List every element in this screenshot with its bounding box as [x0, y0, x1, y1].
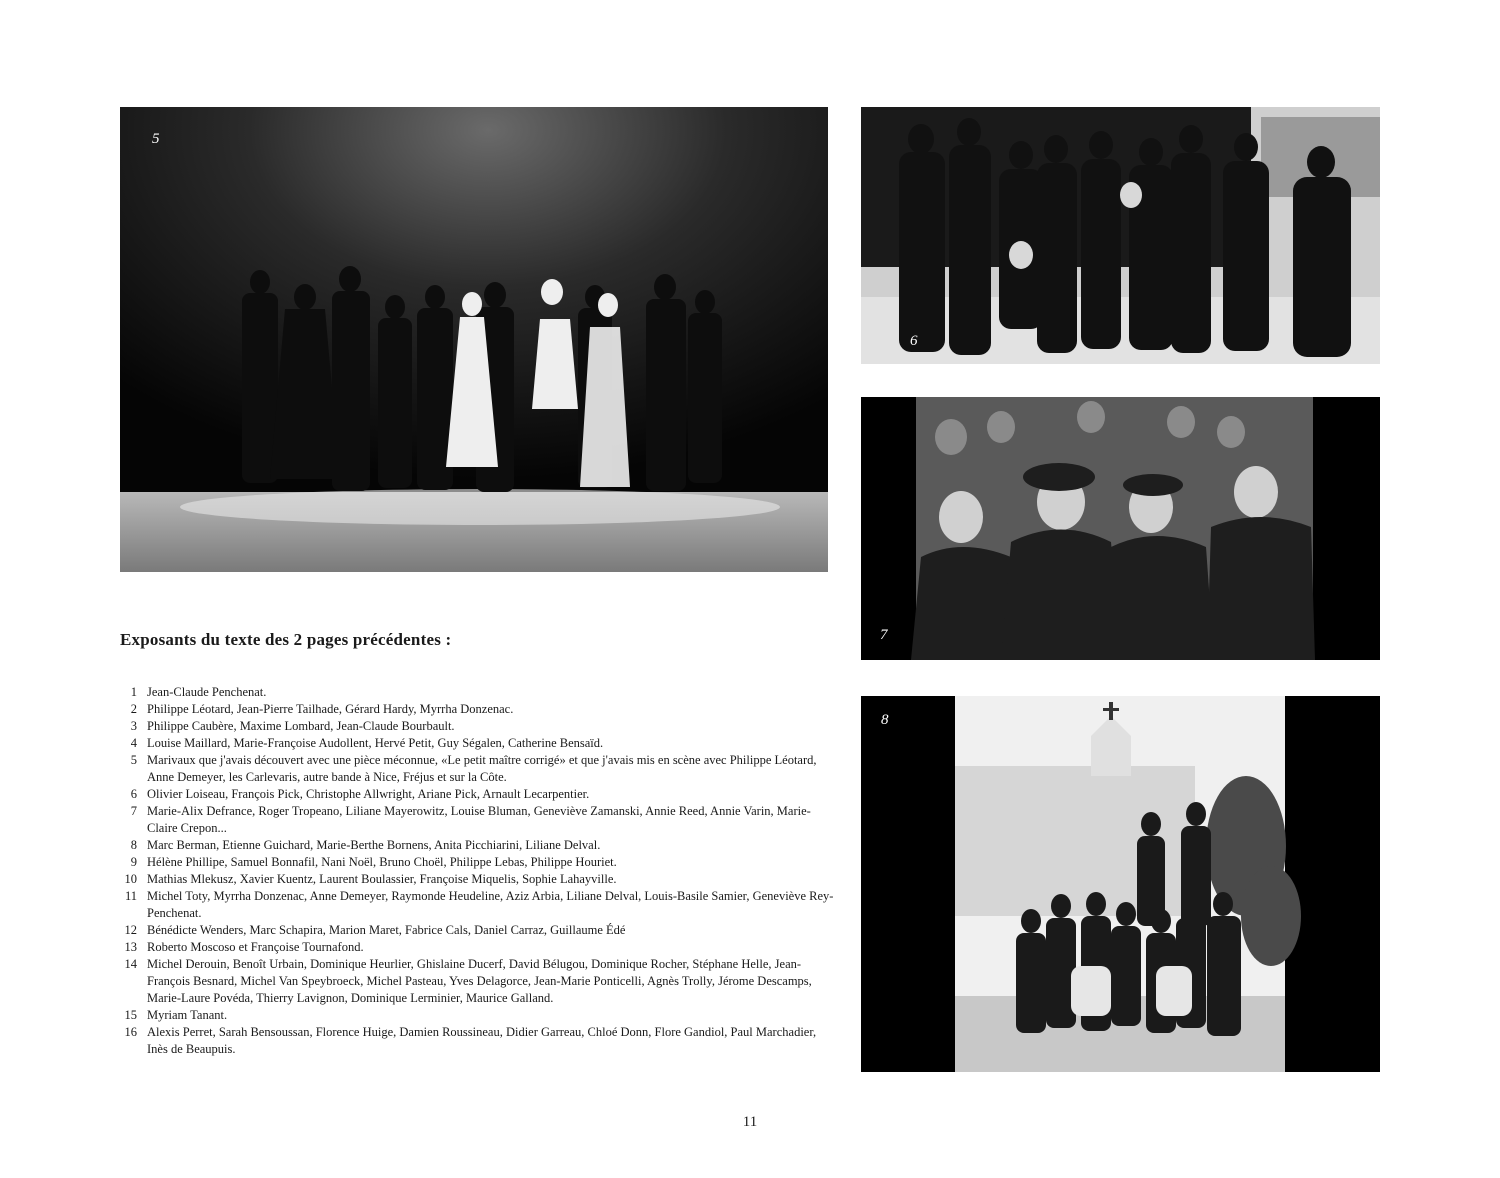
footnote-item — [120, 803, 840, 837]
footnote-text: Bénédicte Wenders, Marc Schapira, Marion Maret, Fabrice Cals, Daniel Carraz, Guillaume Édé — [147, 923, 626, 937]
footnote-number: 12 — [124, 923, 137, 937]
footnote-number: 2 — [130, 702, 137, 716]
footnote-text: Marie-Alix Defrance, Roger Tropeano, Liliane Mayerowitz, Louise Bluman, Geneviève Zamanski, Annie Reed, Annie Varin, Marie-Claire Crepon... — [147, 804, 811, 835]
footnote-item — [120, 684, 840, 701]
photo-5-stage-curtain-call — [120, 107, 828, 572]
footnote-item — [120, 854, 840, 871]
footnote-item — [120, 786, 840, 803]
footnote-text: Philippe Léotard, Jean-Pierre Tailhade, Gérard Hardy, Myrrha Donzenac. — [147, 702, 514, 716]
footnote-number: 10 — [124, 872, 137, 886]
footnote-number: 4 — [130, 736, 137, 750]
footnote-text: Philippe Caubère, Maxime Lombard, Jean-Claude Bourbault. — [147, 719, 455, 733]
footnote-item — [120, 1024, 840, 1058]
footnote-text: Marc Berman, Etienne Guichard, Marie-Berthe Bornens, Anita Picchiarini, Liliane Delval. — [147, 838, 601, 852]
footnote-number: 7 — [130, 804, 137, 818]
footnote-text: Mathias Mlekusz, Xavier Kuentz, Laurent Boulassier, Françoise Miquelis, Sophie Lahayville. — [147, 872, 617, 886]
stage-photo-illustration — [120, 107, 828, 572]
footnote-text: Michel Derouin, Benoît Urbain, Dominique Heurlier, Ghislaine Ducerf, David Bélugou, Dominique Rocher, Stéphane Helle, Jean-François Besnard, Michel Van Speybroeck, Michel Pasteau, Yves Delagorce, Jean-Marie Ponticelli, Agnès Trolly, Jérome Descamps, Marie-Laure Povéda, Thierry Lavignon, Dominique Lerminier, Maurice Galland. — [147, 957, 812, 1005]
footnote-number: 13 — [124, 940, 137, 954]
photo-number-5: 5 — [152, 131, 160, 147]
footnote-number: 3 — [130, 719, 137, 733]
photo-7-crowd-scene — [861, 397, 1380, 660]
photo-number-8: 8 — [881, 712, 889, 728]
footnote-number: 11 — [124, 889, 137, 903]
footnote-item — [120, 888, 840, 922]
footnote-text: Roberto Moscoso et Françoise Tournafond. — [147, 940, 364, 954]
footnote-number: 6 — [130, 787, 137, 801]
footnote-item — [120, 922, 840, 939]
footnote-number: 14 — [124, 957, 137, 971]
photo-number-6: 6 — [910, 333, 918, 349]
footnote-item — [120, 871, 840, 888]
footnotes-list — [120, 684, 840, 1058]
footnote-item — [120, 837, 840, 854]
footnote-item — [120, 1007, 840, 1024]
footnote-item — [120, 956, 840, 1007]
footnote-item — [120, 718, 840, 735]
footnote-text: Myriam Tanant. — [147, 1008, 228, 1022]
footnote-item — [120, 939, 840, 956]
photo-number-7: 7 — [880, 627, 888, 643]
crowd-photo-illustration — [861, 397, 1380, 660]
footnote-number: 16 — [124, 1025, 137, 1039]
footnote-number: 15 — [124, 1008, 137, 1022]
footnote-text: Alexis Perret, Sarah Bensoussan, Florence Huige, Damien Roussineau, Didier Garreau, Chloé Donn, Flore Gandiol, Paul Marchadier, Inès de Beaupuis. — [147, 1025, 817, 1056]
footnote-number: 8 — [130, 838, 137, 852]
group-photo-illustration — [861, 107, 1380, 364]
footnote-item — [120, 752, 840, 786]
footnote-text: Hélène Phillipe, Samuel Bonnafil, Nani Noël, Bruno Choël, Philippe Lebas, Philippe Houriet. — [147, 855, 617, 869]
footnote-text: Olivier Loiseau, François Pick, Christophe Allwright, Ariane Pick, Arnault Lecarpentier. — [147, 787, 590, 801]
footnote-item — [120, 735, 840, 752]
footnote-text: Louise Maillard, Marie-Françoise Audollent, Hervé Petit, Guy Ségalen, Catherine Bensaïd. — [147, 736, 604, 750]
photo-6-group-portrait — [861, 107, 1380, 364]
outdoor-photo-illustration — [861, 696, 1380, 1072]
footnote-text: Marivaux que j'avais découvert avec une pièce méconnue, «Le petit maître corrigé» et que j'avais mis en scène avec Philippe Léotard, Anne Demeyer, les Carlevaris, autre bande à Nice, Fréjus et sur la Côte. — [147, 753, 817, 784]
notes-heading: Exposants du texte des 2 pages précédentes : — [120, 630, 452, 649]
page-number: 11 — [742, 1114, 758, 1130]
footnote-text: Jean-Claude Penchenat. — [147, 685, 267, 699]
photo-8-group-outdoors — [861, 696, 1380, 1072]
footnote-text: Michel Toty, Myrrha Donzenac, Anne Demeyer, Raymonde Heudeline, Aziz Arbia, Liliane Delval, Louis-Basile Samier, Geneviève Rey-Penchenat. — [147, 889, 834, 920]
footnote-number: 5 — [130, 753, 137, 767]
footnote-number: 1 — [130, 685, 137, 699]
footnote-item — [120, 701, 840, 718]
footnote-number: 9 — [130, 855, 137, 869]
